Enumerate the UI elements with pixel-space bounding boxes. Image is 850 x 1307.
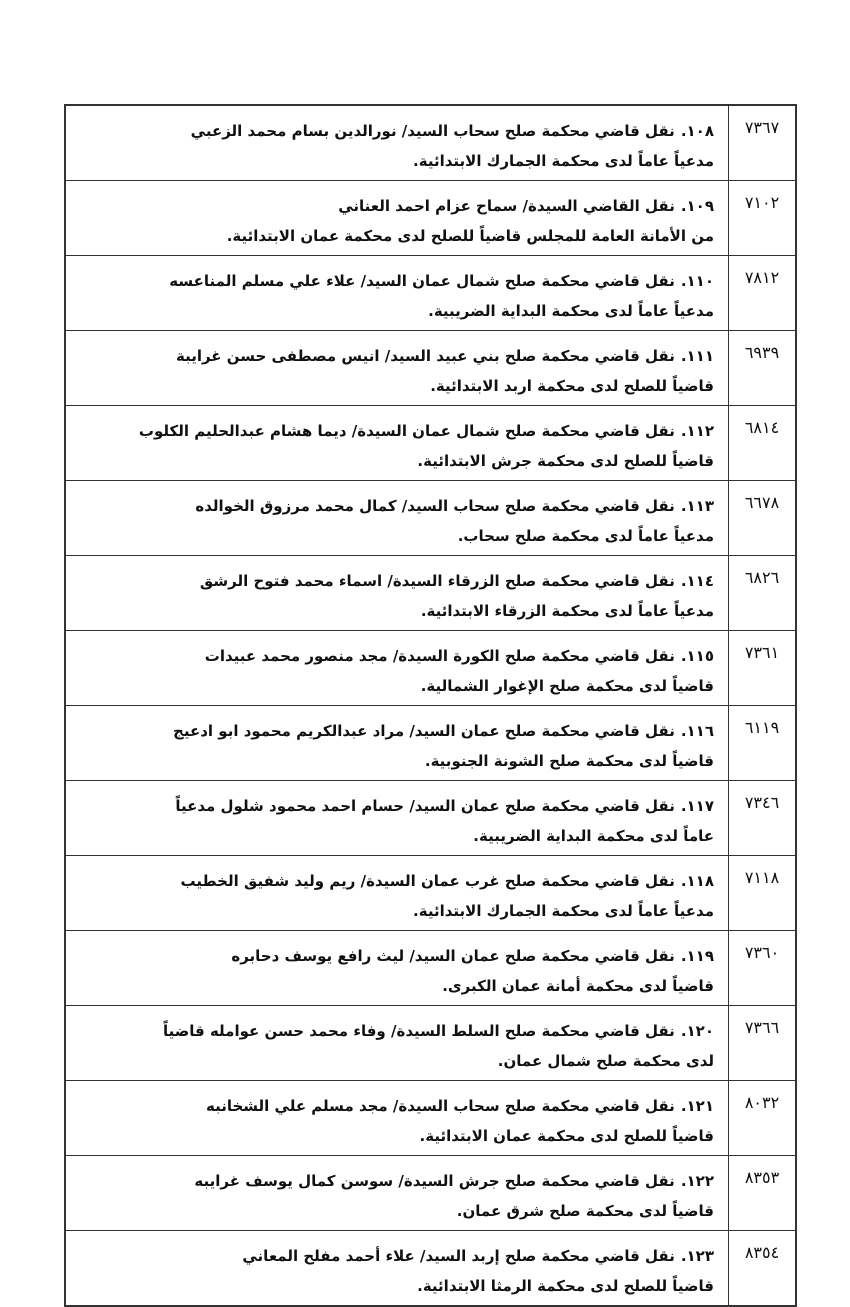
decree-text-cell [65, 256, 729, 331]
decree-first-line: نقل قاضي محكمة صلح إربد السيد/ علاء أحمد مفلح المعاني [242, 1247, 675, 1265]
table-row [65, 931, 796, 1006]
reference-number-cell: ٧٣٦١ [729, 631, 797, 706]
decree-first-line: نقل قاضي محكمة صلح الزرقاء السيدة/ اسماء محمد فتوح الرشق [199, 572, 675, 590]
decree-line-1 [76, 866, 714, 896]
decree-line-1 [76, 491, 714, 521]
decree-line-1 [76, 266, 714, 296]
decree-text-cell [65, 706, 729, 781]
item-number: ١١٧. [680, 797, 714, 815]
decree-first-line: نقل قاضي محكمة صلح شمال عمان السيد/ علاء علي مسلم المناعسه [169, 272, 675, 290]
decree-line-1 [76, 116, 714, 146]
decree-first-line: نقل قاضي محكمة صلح سحاب السيد/ كمال محمد مرزوق الخوالده [195, 497, 675, 515]
item-number: ١١٩. [680, 947, 714, 965]
table-row [65, 406, 796, 481]
decree-second-line: قاضياً لدى محكمة صلح الشونة الجنوبية. [424, 752, 714, 770]
item-number: ١١٠. [680, 272, 714, 290]
decree-first-line: نقل قاضي محكمة صلح الكورة السيدة/ مجد منصور محمد عبيدات [204, 647, 675, 665]
item-number: ١٢١. [680, 1097, 714, 1115]
item-number: ١٠٨. [680, 122, 714, 140]
decree-line-1 [76, 1016, 714, 1046]
decree-line-1 [76, 941, 714, 971]
table-row [65, 1156, 796, 1231]
decree-line-1 [76, 416, 714, 446]
item-number: ١١٥. [680, 647, 714, 665]
decree-first-line: نقل قاضي محكمة صلح عمان السيد/ مراد عبدالكريم محمود ابو ادعيج [173, 722, 675, 740]
decree-line-1 [76, 341, 714, 371]
decree-text-cell [65, 631, 729, 706]
decree-first-line: نقل قاضي محكمة صلح بني عبيد السيد/ انيس مصطفى حسن غرايبة [175, 347, 675, 365]
decree-line-1 [76, 1091, 714, 1121]
table-row [65, 331, 796, 406]
reference-number-cell: ٦٨٢٦ [729, 556, 797, 631]
decree-first-line: نقل قاضي محكمة صلح شمال عمان السيدة/ ديما هشام عبدالحليم الكلوب [138, 422, 675, 440]
decree-second-line: قاضياً للصلح لدى محكمة اربد الابتدائية. [430, 377, 714, 395]
reference-number-cell: ٦٦٧٨ [729, 481, 797, 556]
decree-first-line: نقل قاضي محكمة صلح سحاب السيدة/ مجد مسلم علي الشخانبه [205, 1097, 675, 1115]
decree-second-line: مدعياً عاماً لدى محكمة البداية الضريبية. [428, 302, 714, 320]
decree-line-1 [76, 641, 714, 671]
reference-number-cell: ٨٣٥٣ [729, 1156, 797, 1231]
decree-text-cell [65, 331, 729, 406]
decree-first-line: نقل قاضي محكمة صلح جرش السيدة/ سوسن كمال يوسف غرايبه [194, 1172, 675, 1190]
decree-line-1 [76, 1241, 714, 1271]
item-number: ١١٦. [680, 722, 714, 740]
decree-text-cell [65, 105, 729, 181]
decree-text-cell [65, 1081, 729, 1156]
decree-text-cell [65, 931, 729, 1006]
reference-number-cell: ٧٣٦٧ [729, 105, 797, 181]
decree-line-1 [76, 191, 714, 221]
table-row [65, 481, 796, 556]
table-row [65, 1006, 796, 1081]
decree-first-line: نقل قاضي محكمة صلح عمان السيد/ حسام احمد محمود شلول مدعياً [175, 797, 675, 815]
decree-second-line: مدعياً عاماً لدى محكمة الجمارك الابتدائية. [413, 902, 714, 920]
reference-number-cell: ٧٣٦٠ [729, 931, 797, 1006]
decree-first-line: نقل قاضي محكمة صلح غرب عمان السيدة/ ريم وليد شفيق الخطيب [180, 872, 675, 890]
decree-line-1 [76, 716, 714, 746]
decrees-table-body [65, 105, 796, 1306]
decree-second-line: قاضياً للصلح لدى محكمة جرش الابتدائية. [417, 452, 714, 470]
decree-text-cell [65, 181, 729, 256]
item-number: ١١٣. [680, 497, 714, 515]
decree-text-cell [65, 1231, 729, 1307]
reference-number-cell: ٦٩٣٩ [729, 331, 797, 406]
decree-second-line: مدعياً عاماً لدى محكمة الجمارك الابتدائية. [413, 152, 714, 170]
item-number: ١١١. [680, 347, 714, 365]
reference-number-cell: ٧٣٤٦ [729, 781, 797, 856]
reference-number-cell: ٨٠٣٢ [729, 1081, 797, 1156]
reference-number-cell: ٧٣٦٦ [729, 1006, 797, 1081]
reference-number-cell: ٨٣٥٤ [729, 1231, 797, 1307]
item-number: ١٠٩. [680, 197, 714, 215]
decree-text-cell [65, 1006, 729, 1081]
table-row [65, 556, 796, 631]
decree-text-cell [65, 781, 729, 856]
decree-second-line: قاضياً للصلح لدى محكمة عمان الابتدائية. [419, 1127, 714, 1145]
table-row [65, 781, 796, 856]
decree-second-line: من الأمانة العامة للمجلس قاضياً للصلح لدى محكمة عمان الابتدائية. [226, 227, 714, 245]
reference-number-cell: ٦١١٩ [729, 706, 797, 781]
item-number: ١١٢. [680, 422, 714, 440]
decree-line-1 [76, 791, 714, 821]
table-row [65, 181, 796, 256]
table-row [65, 706, 796, 781]
table-row [65, 105, 796, 181]
item-number: ١٢٢. [680, 1172, 714, 1190]
decree-first-line: نقل القاضي السيدة/ سماح عزام احمد العناني [338, 197, 675, 215]
item-number: ١١٨. [680, 872, 714, 890]
document-page [64, 104, 797, 1307]
decree-second-line: مدعياً عاماً لدى محكمة صلح سحاب. [457, 527, 714, 545]
decree-text-cell [65, 1156, 729, 1231]
reference-number-cell: ٧١١٨ [729, 856, 797, 931]
decree-text-cell [65, 856, 729, 931]
decree-first-line: نقل قاضي محكمة صلح عمان السيد/ ليث رافع يوسف دحابره [231, 947, 675, 965]
reference-number-cell: ٧١٠٢ [729, 181, 797, 256]
decree-line-1 [76, 566, 714, 596]
item-number: ١٢٣. [680, 1247, 714, 1265]
decree-second-line: قاضياً لدى محكمة صلح شرق عمان. [456, 1202, 714, 1220]
decrees-table [64, 104, 797, 1307]
item-number: ١١٤. [680, 572, 714, 590]
decree-second-line: قاضياً لدى محكمة صلح الإغوار الشمالية. [420, 677, 714, 695]
decree-first-line: نقل قاضي محكمة صلح السلط السيدة/ وفاء محمد حسن عوامله قاضياً [163, 1022, 675, 1040]
decree-second-line: مدعياً عاماً لدى محكمة الزرقاء الابتدائية. [420, 602, 714, 620]
item-number: ١٢٠. [680, 1022, 714, 1040]
table-row [65, 856, 796, 931]
table-row [65, 1081, 796, 1156]
reference-number-cell: ٧٨١٢ [729, 256, 797, 331]
reference-number-cell: ٦٨١٤ [729, 406, 797, 481]
decree-text-cell [65, 406, 729, 481]
table-row [65, 256, 796, 331]
decree-text-cell [65, 481, 729, 556]
decree-second-line: لدى محكمة صلح شمال عمان. [497, 1052, 714, 1070]
decree-first-line: نقل قاضي محكمة صلح سحاب السيد/ نورالدين بسام محمد الزعبي [190, 122, 675, 140]
decree-text-cell [65, 556, 729, 631]
decree-second-line: عاماً لدى محكمة البداية الضريبية. [473, 827, 714, 845]
table-row [65, 1231, 796, 1307]
decree-second-line: قاضياً للصلح لدى محكمة الرمثا الابتدائية. [417, 1277, 714, 1295]
table-row [65, 631, 796, 706]
decree-second-line: قاضياً لدى محكمة أمانة عمان الكبرى. [442, 977, 714, 995]
